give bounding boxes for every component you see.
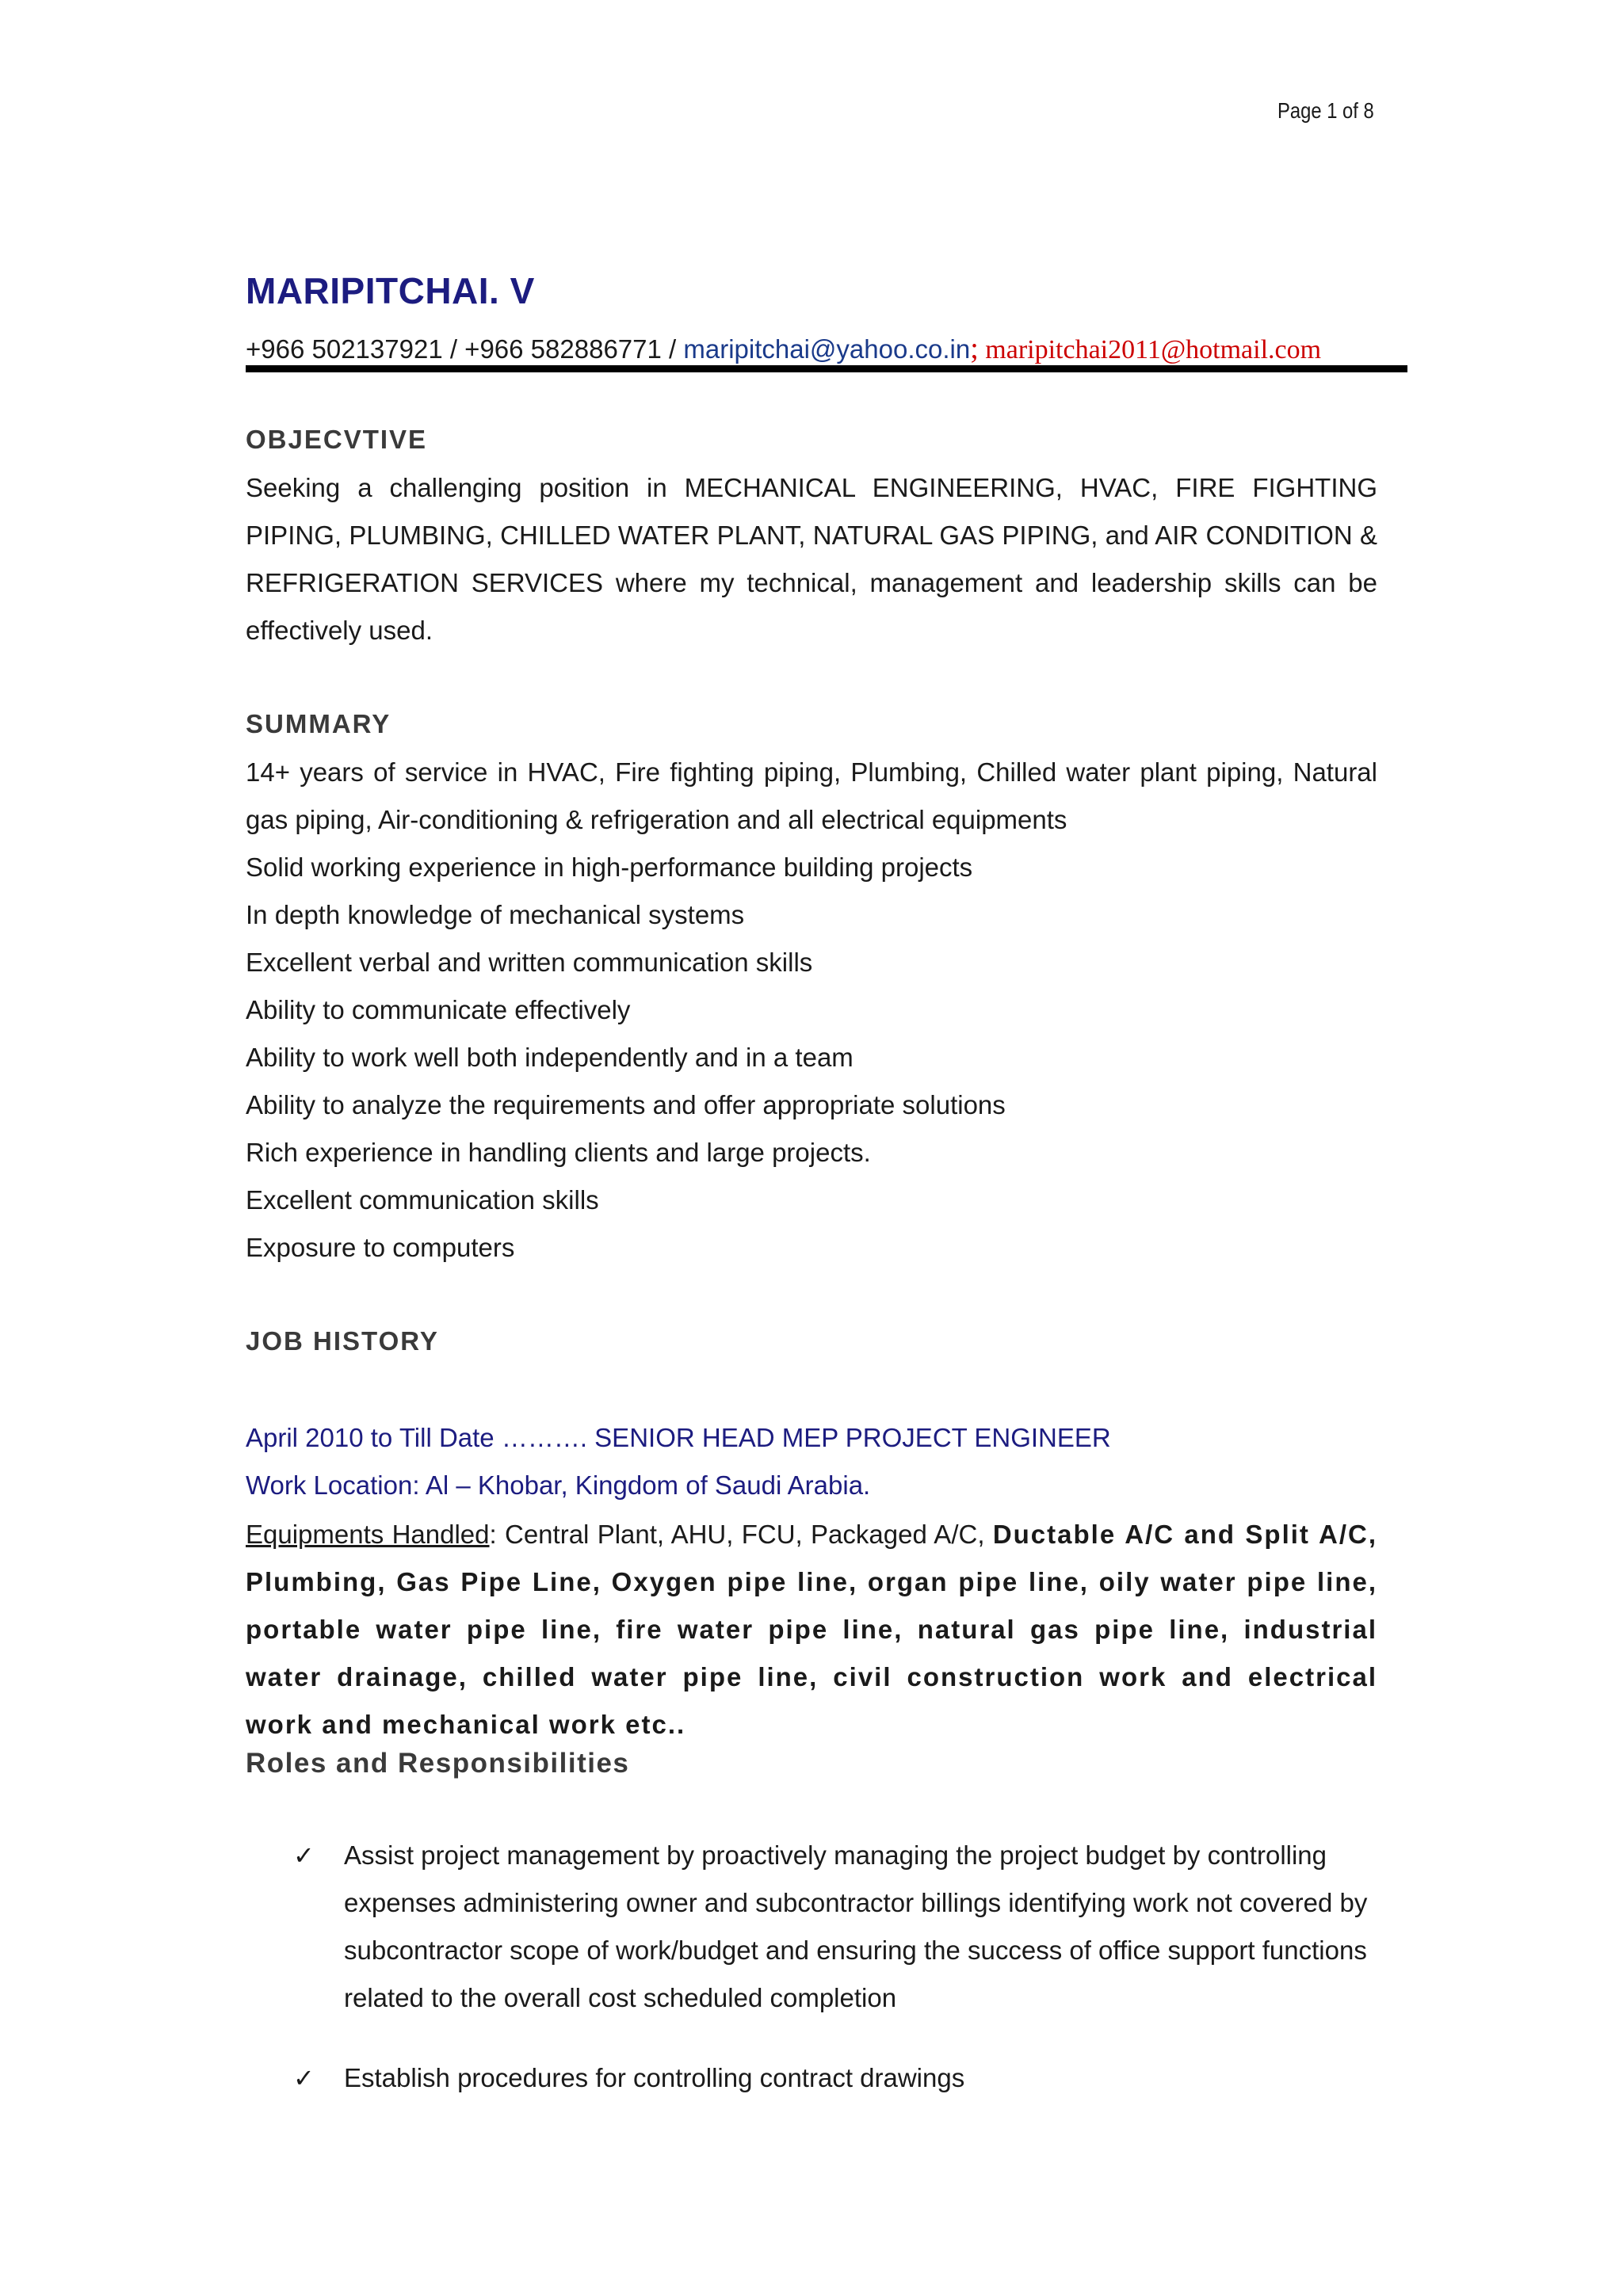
email-primary[interactable]: maripitchai@yahoo.co.in <box>683 334 971 364</box>
list-item: Excellent communication skills <box>246 1185 599 1215</box>
list-item: Rich experience in handling clients and large projects. <box>246 1138 871 1167</box>
job-title: April 2010 to Till Date ………. SENIOR HEAD MEP PROJECT ENGINEER <box>246 1423 1111 1452</box>
job-header <box>246 1414 1403 1509</box>
objective-text: Seeking a challenging position in MECHANICAL ENGINEERING, HVAC, FIRE FIGHTING PIPING, PLUMBING, CHILLED WATER PLANT, NATURAL GAS PIPING, and AIR CONDITION & REFRIGERATION SERVICES where my technical, management and leadership skills can be effectively used. <box>246 473 1377 645</box>
roles-heading: Roles and Responsibilities <box>246 1748 630 1779</box>
contact-line <box>246 331 1321 366</box>
list-item: Ability to communicate effectively <box>246 995 631 1024</box>
checkmark-icon: ✓ <box>293 2063 315 2093</box>
list-item: In depth knowledge of mechanical systems <box>246 900 745 929</box>
header-rule <box>246 365 1407 372</box>
equipments-label: Equipments Handled <box>246 1520 490 1549</box>
equipments-handled <box>246 1511 1377 1749</box>
responsibility-text: Establish procedures for controlling contract drawings <box>344 2063 965 2092</box>
objective-heading: OBJECVTIVE <box>246 425 428 454</box>
list-item: Excellent verbal and written communication skills <box>246 948 813 977</box>
list-item: Exposure to computers <box>246 1233 515 1262</box>
email-separator: ; <box>970 332 979 365</box>
equipments-bold: Ductable A/C and Split A/C, Plumbing, Gas Pipe Line, Oxygen pipe line, organ pipe line, oily water pipe line, portable water pipe line, fire water pipe line, natural gas pipe line, industrial water drainage, chilled water pipe line, civil construction work and electrical work and mechanical work etc.. <box>246 1520 1377 1739</box>
email-secondary[interactable]: maripitchai2011@hotmail.com <box>978 335 1322 364</box>
responsibility-item <box>293 1832 1381 2022</box>
checkmark-icon: ✓ <box>293 1840 315 1871</box>
list-item: Ability to analyze the requirements and offer appropriate solutions <box>246 1090 1006 1119</box>
page-number: Page 1 of 8 <box>1277 98 1374 123</box>
summary-heading: SUMMARY <box>246 709 391 738</box>
summary-list <box>246 844 1403 1272</box>
equipments-plain: : Central Plant, AHU, FCU, Packaged A/C, <box>489 1520 993 1549</box>
candidate-name: MARIPITCHAI. V <box>246 270 535 311</box>
summary-intro: 14+ years of service in HVAC, Fire fighting piping, Plumbing, Chilled water plant piping, Natural gas piping, Air-conditioning & refrigeration and all electrical equipments <box>246 757 1377 834</box>
list-item: Solid working experience in high-performance building projects <box>246 852 973 882</box>
responsibility-item <box>293 2054 1381 2102</box>
job-location: Work Location: Al – Khobar, Kingdom of Saudi Arabia. <box>246 1470 871 1500</box>
list-item: Ability to work well both independently and in a team <box>246 1043 854 1072</box>
phone-numbers: +966 502137921 / +966 582886771 / <box>246 334 684 364</box>
job-history-heading: JOB HISTORY <box>246 1326 439 1356</box>
responsibility-text: Assist project management by proactively managing the project budget by controlling expenses administering owner and subcontractor billings identifying work not covered by subcontractor scope of work/budget and ensuring the success of office support functions related to the overall cost scheduled completion <box>344 1840 1368 2012</box>
